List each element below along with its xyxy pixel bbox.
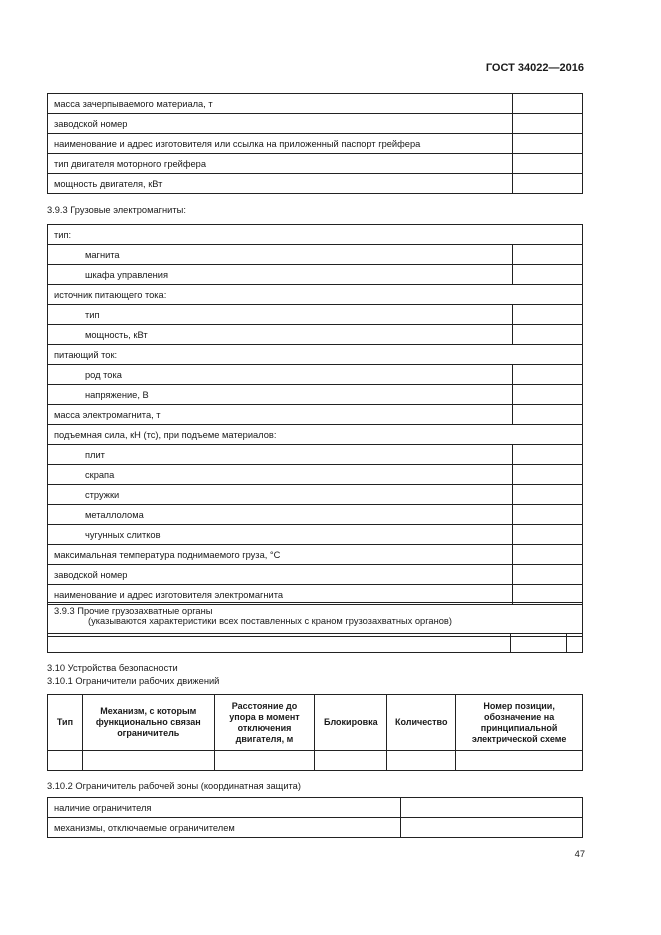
row-label: масса зачерпываемого материала, т — [48, 94, 513, 114]
value-cell[interactable] — [513, 265, 583, 285]
row-label: заводской номер — [48, 114, 513, 134]
row-label: максимальная температура поднимаемого груза, °С — [48, 545, 513, 565]
row-label: питающий ток: — [48, 345, 583, 365]
table-row — [48, 485, 583, 505]
limiters-header-row — [48, 695, 583, 751]
magnets-table — [47, 224, 583, 605]
value-cell[interactable] — [513, 305, 583, 325]
table-row — [48, 154, 583, 174]
row-label: мощность двигателя, кВт — [48, 174, 513, 194]
value-cell[interactable] — [315, 751, 387, 771]
table-row — [48, 405, 583, 425]
value-cell[interactable] — [48, 634, 511, 653]
document-code: ГОСТ 34022—2016 — [485, 62, 584, 74]
value-cell[interactable] — [513, 565, 583, 585]
table-row — [48, 818, 583, 838]
other-organs-table — [47, 602, 583, 637]
value-cell[interactable] — [214, 751, 315, 771]
value-cell[interactable] — [513, 505, 583, 525]
row-label: подъемная сила, кН (тс), при подъеме материалов: — [48, 425, 583, 445]
row-label: мощность, кВт — [48, 325, 513, 345]
value-cell[interactable] — [513, 154, 583, 174]
value-cell[interactable] — [513, 365, 583, 385]
value-cell[interactable] — [513, 134, 583, 154]
table-row — [48, 225, 583, 245]
value-cell[interactable] — [513, 545, 583, 565]
table-row — [48, 545, 583, 565]
table-row — [48, 565, 583, 585]
table-row — [48, 325, 583, 345]
page-number: 47 — [574, 849, 585, 859]
value-cell[interactable] — [513, 325, 583, 345]
row-label: тип двигателя моторного грейфера — [48, 154, 513, 174]
table-row — [48, 94, 583, 114]
row-label: заводской номер — [48, 565, 513, 585]
table-row — [48, 285, 583, 305]
limiters-data-row — [48, 751, 583, 771]
other-organs-value-row — [47, 633, 583, 653]
table-row — [48, 345, 583, 365]
row-label: напряжение, В — [48, 385, 513, 405]
table-row — [48, 245, 583, 265]
value-cell[interactable] — [511, 634, 567, 653]
row-label: скрапа — [48, 465, 513, 485]
value-cell[interactable] — [82, 751, 214, 771]
value-cell[interactable] — [513, 94, 583, 114]
row-label: чугунных слитков — [48, 525, 513, 545]
column-header: Количество — [387, 695, 456, 751]
row-label: источник питающего тока: — [48, 285, 583, 305]
table-row — [48, 134, 583, 154]
table-row — [48, 265, 583, 285]
column-header: Тип — [48, 695, 83, 751]
row-label: тип: — [48, 225, 583, 245]
row-label: магнита — [48, 245, 513, 265]
table-row — [48, 798, 583, 818]
limiters-table — [47, 694, 583, 771]
value-cell[interactable] — [48, 751, 83, 771]
table-row — [48, 114, 583, 134]
column-header: Расстояние до упора в момент отключения двигателя, м — [214, 695, 315, 751]
table-row — [48, 365, 583, 385]
section-3-10-title: 3.10 Устройства безопасности — [47, 663, 178, 673]
value-cell[interactable] — [401, 798, 583, 818]
row-label: тип — [48, 305, 513, 325]
row-label: масса электромагнита, т — [48, 405, 513, 425]
other-organs-cell — [48, 603, 583, 637]
table-row — [48, 174, 583, 194]
row-label: наличие ограничителя — [48, 798, 401, 818]
value-cell[interactable] — [401, 818, 583, 838]
table-row — [48, 465, 583, 485]
table-row — [48, 505, 583, 525]
value-cell[interactable] — [513, 385, 583, 405]
section-3-10-1-title: 3.10.1 Ограничители рабочих движений — [47, 676, 220, 686]
grapple-table — [47, 93, 583, 194]
table-row — [48, 525, 583, 545]
value-cell[interactable] — [513, 174, 583, 194]
value-cell[interactable] — [513, 445, 583, 465]
other-organs-note: (указываются характеристики всех поставленных с краном грузозахватных органов) — [88, 616, 452, 626]
value-cell[interactable] — [513, 114, 583, 134]
other-organs-header-row — [48, 603, 583, 637]
row-label: наименование и адрес изготовителя электромагнита — [48, 585, 513, 605]
row-label: наименование и адрес изготовителя или ссылка на приложенный паспорт грейфера — [48, 134, 513, 154]
column-header: Номер позиции, обозначение на принципиальной электрической схеме — [456, 695, 583, 751]
section-3-9-3-title: 3.9.3 Грузовые электромагниты: — [47, 205, 186, 215]
zone-limiter-table — [47, 797, 583, 838]
row-label: род тока — [48, 365, 513, 385]
value-cell[interactable] — [567, 634, 583, 653]
other-organs-title: 3.9.3 Прочие грузозахватные органы — [54, 606, 213, 616]
column-header: Механизм, с которым функционально связан ограничитель — [82, 695, 214, 751]
value-cell[interactable] — [513, 245, 583, 265]
row-label: плит — [48, 445, 513, 465]
section-3-10-2-title: 3.10.2 Ограничитель рабочей зоны (координатная защита) — [47, 781, 301, 791]
table-row — [48, 425, 583, 445]
value-cell[interactable] — [513, 465, 583, 485]
column-header: Блокировка — [315, 695, 387, 751]
value-cell[interactable] — [456, 751, 583, 771]
row-label: металлолома — [48, 505, 513, 525]
table-row — [48, 445, 583, 465]
value-cell[interactable] — [513, 485, 583, 505]
row-label: шкафа управления — [48, 265, 513, 285]
row-label: механизмы, отключаемые ограничителем — [48, 818, 401, 838]
value-cell[interactable] — [513, 405, 583, 425]
value-cell[interactable] — [513, 525, 583, 545]
value-cell[interactable] — [387, 751, 456, 771]
table-row — [48, 305, 583, 325]
row-label: стружки — [48, 485, 513, 505]
table-row — [48, 385, 583, 405]
